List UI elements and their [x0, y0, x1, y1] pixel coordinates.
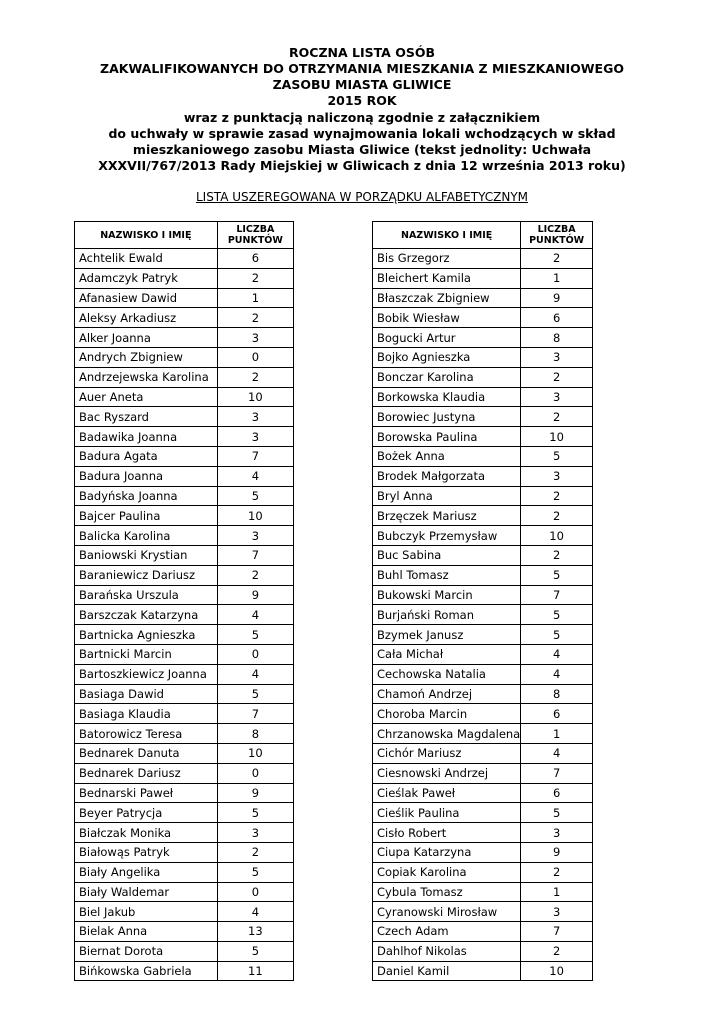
points-value: 5 [521, 803, 593, 823]
table-row [373, 664, 593, 684]
person-name: Badura Agata [75, 446, 218, 466]
person-name: Basiaga Dawid [75, 684, 218, 704]
table-row [373, 763, 593, 783]
points-value: 10 [217, 387, 293, 407]
person-name: Andrych Zbigniew [75, 347, 218, 367]
points-value: 10 [521, 961, 593, 981]
person-name: Biel Jakub [75, 902, 218, 922]
points-value: 13 [217, 922, 293, 942]
table-row [75, 961, 294, 981]
table-row [75, 902, 294, 922]
points-value: 6 [217, 249, 293, 269]
person-name: Cieślik Paulina [373, 803, 521, 823]
table-row [75, 328, 294, 348]
subtitle-line: XXXVII/767/2013 Rady Miejskiej w Gliwicach z dnia 12 września 2013 roku) [98, 158, 626, 173]
table-row [75, 565, 294, 585]
person-name: Bleichert Kamila [373, 268, 521, 288]
table-row [373, 526, 593, 546]
person-name: Badyńska Joanna [75, 486, 218, 506]
person-name: Bartoszkiewicz Joanna [75, 664, 218, 684]
points-header-line2: PUNKTÓW [529, 235, 585, 246]
person-name: Choroba Marcin [373, 704, 521, 724]
table-row [75, 704, 294, 724]
points-value: 8 [521, 684, 593, 704]
points-value: 7 [521, 585, 593, 605]
points-value: 3 [217, 407, 293, 427]
document-subtitle [0, 110, 724, 174]
points-value: 2 [521, 941, 593, 961]
points-value: 3 [217, 427, 293, 447]
points-value: 2 [521, 486, 593, 506]
points-value: 0 [217, 882, 293, 902]
table-row [75, 743, 294, 763]
table-row [373, 367, 593, 387]
points-value: 3 [521, 347, 593, 367]
points-value: 3 [217, 823, 293, 843]
table-row [373, 446, 593, 466]
points-value: 7 [521, 763, 593, 783]
table-row [373, 347, 593, 367]
table-row [373, 862, 593, 882]
table-row [373, 486, 593, 506]
person-name: Bis Grzegorz [373, 249, 521, 269]
points-value: 5 [217, 941, 293, 961]
table-row [373, 922, 593, 942]
table-row [75, 842, 294, 862]
person-name: Baniowski Krystian [75, 545, 218, 565]
table-row [75, 308, 294, 328]
table-row [373, 308, 593, 328]
points-value: 4 [521, 664, 593, 684]
table-row [75, 644, 294, 664]
points-value: 3 [521, 387, 593, 407]
table-row [75, 664, 294, 684]
person-name: Barszczak Katarzyna [75, 605, 218, 625]
table-row [75, 882, 294, 902]
person-name: Chrzanowska Magdalena [373, 724, 521, 744]
table-row [75, 526, 294, 546]
subtitle-line: wraz z punktacją naliczoną zgodnie z załącznikiem [183, 110, 541, 125]
points-header-line1: LICZBA [236, 224, 275, 235]
points-value: 9 [217, 585, 293, 605]
person-name: Cieślak Paweł [373, 783, 521, 803]
table-row [75, 684, 294, 704]
person-name: Alker Joanna [75, 328, 218, 348]
table-row [373, 288, 593, 308]
person-name: Ciesnowski Andrzej [373, 763, 521, 783]
points-value: 6 [521, 704, 593, 724]
table-row [75, 407, 294, 427]
points-value: 7 [217, 704, 293, 724]
person-name: Badura Joanna [75, 466, 218, 486]
person-name: Błaszczak Zbigniew [373, 288, 521, 308]
person-name: Andrzejewska Karolina [75, 367, 218, 387]
points-value: 4 [217, 664, 293, 684]
person-name: Bojko Agnieszka [373, 347, 521, 367]
table-row [75, 347, 294, 367]
table-row [75, 585, 294, 605]
points-header-line1: LICZBA [537, 224, 576, 235]
table-row [75, 367, 294, 387]
table-row [75, 763, 294, 783]
table-row [373, 427, 593, 447]
table-row [373, 902, 593, 922]
person-name: Bartnicka Agnieszka [75, 625, 218, 645]
person-name: Bajcer Paulina [75, 506, 218, 526]
points-value: 2 [521, 862, 593, 882]
points-value: 5 [217, 625, 293, 645]
left-table [74, 221, 294, 981]
person-name: Cechowska Natalia [373, 664, 521, 684]
person-name: Burjański Roman [373, 605, 521, 625]
points-value: 5 [217, 803, 293, 823]
title-line: 2015 ROK [327, 93, 397, 108]
person-name: Auer Aneta [75, 387, 218, 407]
person-name: Biernat Dorota [75, 941, 218, 961]
table-row [373, 328, 593, 348]
points-value: 8 [521, 328, 593, 348]
list-title: LISTA USZEREGOWANA W PORZĄDKU ALFABETYCZNYM [195, 190, 529, 204]
table-row [75, 625, 294, 645]
points-value: 6 [521, 783, 593, 803]
table-header-row [373, 222, 593, 249]
table-row [75, 427, 294, 447]
points-value: 10 [217, 506, 293, 526]
points-column-header [217, 222, 293, 249]
person-name: Achtelik Ewald [75, 249, 218, 269]
points-value: 3 [521, 823, 593, 843]
points-value: 2 [521, 506, 593, 526]
points-value: 9 [521, 288, 593, 308]
points-value: 10 [217, 743, 293, 763]
subtitle-line: do uchwały w sprawie zasad wynajmowania lokali wchodzących w skład [108, 126, 616, 141]
table-row [75, 506, 294, 526]
table-row [373, 941, 593, 961]
table-row [75, 268, 294, 288]
table-row [373, 249, 593, 269]
points-value: 1 [521, 268, 593, 288]
table-row [373, 545, 593, 565]
table-row [75, 545, 294, 565]
table-row [373, 823, 593, 843]
person-name: Bukowski Marcin [373, 585, 521, 605]
person-name: Bednarski Paweł [75, 783, 218, 803]
table-row [75, 446, 294, 466]
points-value: 9 [521, 842, 593, 862]
person-name: Bubczyk Przemysław [373, 526, 521, 546]
points-value: 5 [521, 605, 593, 625]
table-row [373, 743, 593, 763]
person-name: Adamczyk Patryk [75, 268, 218, 288]
person-name: Barańska Urszula [75, 585, 218, 605]
table-row [373, 585, 593, 605]
points-value: 9 [217, 783, 293, 803]
points-value: 2 [217, 308, 293, 328]
table-row [373, 565, 593, 585]
title-line: ZAKWALIFIKOWANYCH DO OTRZYMANIA MIESZKANIA Z MIESZKANIOWEGO [100, 61, 624, 76]
table-row [75, 941, 294, 961]
person-name: Czech Adam [373, 922, 521, 942]
points-value: 2 [217, 268, 293, 288]
person-name: Balicka Karolina [75, 526, 218, 546]
table-row [373, 783, 593, 803]
table-row [373, 506, 593, 526]
person-name: Ciupa Katarzyna [373, 842, 521, 862]
points-value: 2 [521, 545, 593, 565]
person-name: Białowąs Patryk [75, 842, 218, 862]
points-value: 7 [217, 446, 293, 466]
points-value: 3 [217, 526, 293, 546]
table-row [373, 268, 593, 288]
table-row [75, 823, 294, 843]
points-value: 2 [521, 367, 593, 387]
points-value: 5 [521, 625, 593, 645]
points-value: 7 [217, 545, 293, 565]
person-name: Daniel Kamil [373, 961, 521, 981]
person-name: Borkowska Klaudia [373, 387, 521, 407]
person-name: Bielak Anna [75, 922, 218, 942]
table-row [75, 783, 294, 803]
table-row [373, 842, 593, 862]
person-name: Dahlhof Nikolas [373, 941, 521, 961]
points-value: 2 [217, 842, 293, 862]
title-line: ROCZNA LISTA OSÓB [289, 45, 435, 60]
points-value: 2 [521, 407, 593, 427]
points-value: 1 [521, 882, 593, 902]
person-name: Brodek Małgorzata [373, 466, 521, 486]
points-value: 1 [521, 724, 593, 744]
table-row [373, 803, 593, 823]
table-row [75, 249, 294, 269]
person-name: Bednarek Dariusz [75, 763, 218, 783]
person-name: Bobik Wiesław [373, 308, 521, 328]
person-name: Bińkowska Gabriela [75, 961, 218, 981]
person-name: Cała Michał [373, 644, 521, 664]
person-name: Buhl Tomasz [373, 565, 521, 585]
table-row [373, 625, 593, 645]
person-name: Bac Ryszard [75, 407, 218, 427]
person-name: Bonczar Karolina [373, 367, 521, 387]
left-table-body [75, 249, 294, 981]
points-value: 10 [521, 427, 593, 447]
table-row [75, 605, 294, 625]
person-name: Copiak Karolina [373, 862, 521, 882]
points-value: 2 [217, 367, 293, 387]
person-name: Bryl Anna [373, 486, 521, 506]
points-value: 0 [217, 644, 293, 664]
person-name: Beyer Patrycja [75, 803, 218, 823]
table-row [373, 605, 593, 625]
table-row [75, 466, 294, 486]
name-column-header: NAZWISKO I IMIĘ [373, 222, 521, 249]
person-name: Cyranowski Mirosław [373, 902, 521, 922]
table-row [75, 862, 294, 882]
person-name: Borowiec Justyna [373, 407, 521, 427]
person-name: Bartnicki Marcin [75, 644, 218, 664]
person-name: Baraniewicz Dariusz [75, 565, 218, 585]
person-name: Aleksy Arkadiusz [75, 308, 218, 328]
person-name: Bzymek Janusz [373, 625, 521, 645]
right-table [372, 221, 593, 981]
table-row [75, 803, 294, 823]
person-name: Cybula Tomasz [373, 882, 521, 902]
person-name: Chamoń Andrzej [373, 684, 521, 704]
points-value: 5 [521, 565, 593, 585]
points-header-line2: PUNKTÓW [227, 235, 283, 246]
person-name: Cichór Mariusz [373, 743, 521, 763]
table-row [373, 704, 593, 724]
table-row [373, 961, 593, 981]
points-value: 5 [217, 862, 293, 882]
table-row [75, 288, 294, 308]
points-value: 0 [217, 763, 293, 783]
points-value: 2 [521, 249, 593, 269]
person-name: Bednarek Danuta [75, 743, 218, 763]
table-header-row [75, 222, 294, 249]
points-value: 4 [521, 743, 593, 763]
table-row [75, 486, 294, 506]
points-value: 7 [521, 922, 593, 942]
table-row [373, 724, 593, 744]
points-value: 5 [521, 446, 593, 466]
points-value: 11 [217, 961, 293, 981]
person-name: Borowska Paulina [373, 427, 521, 447]
table-row [373, 407, 593, 427]
person-name: Biały Angelika [75, 862, 218, 882]
table-row [75, 922, 294, 942]
points-value: 3 [521, 902, 593, 922]
person-name: Biały Waldemar [75, 882, 218, 902]
points-column-header [521, 222, 593, 249]
points-value: 3 [217, 328, 293, 348]
subtitle-line: mieszkaniowego zasobu Miasta Gliwice (tekst jednolity: Uchwała [132, 142, 592, 157]
person-name: Bogucki Artur [373, 328, 521, 348]
points-value: 0 [217, 347, 293, 367]
points-value: 5 [217, 684, 293, 704]
table-row [75, 724, 294, 744]
title-line: ZASOBU MIASTA GLIWICE [272, 77, 452, 92]
points-value: 3 [521, 466, 593, 486]
person-name: Batorowicz Teresa [75, 724, 218, 744]
table-row [373, 644, 593, 664]
points-value: 4 [217, 605, 293, 625]
table-row [373, 466, 593, 486]
person-name: Afanasiew Dawid [75, 288, 218, 308]
name-column-header: NAZWISKO I IMIĘ [75, 222, 218, 249]
table-row [373, 882, 593, 902]
document-title [0, 45, 724, 109]
table-row [373, 387, 593, 407]
person-name: Białczak Monika [75, 823, 218, 843]
person-name: Badawika Joanna [75, 427, 218, 447]
table-row [75, 387, 294, 407]
points-value: 10 [521, 526, 593, 546]
points-value: 1 [217, 288, 293, 308]
points-value: 4 [217, 902, 293, 922]
person-name: Cisło Robert [373, 823, 521, 843]
person-name: Brzęczek Mariusz [373, 506, 521, 526]
right-table-body [373, 249, 593, 981]
person-name: Bożek Anna [373, 446, 521, 466]
points-value: 8 [217, 724, 293, 744]
person-name: Buc Sabina [373, 545, 521, 565]
points-value: 5 [217, 486, 293, 506]
points-value: 6 [521, 308, 593, 328]
person-name: Basiaga Klaudia [75, 704, 218, 724]
points-value: 4 [521, 644, 593, 664]
table-row [373, 684, 593, 704]
points-value: 2 [217, 565, 293, 585]
points-value: 4 [217, 466, 293, 486]
